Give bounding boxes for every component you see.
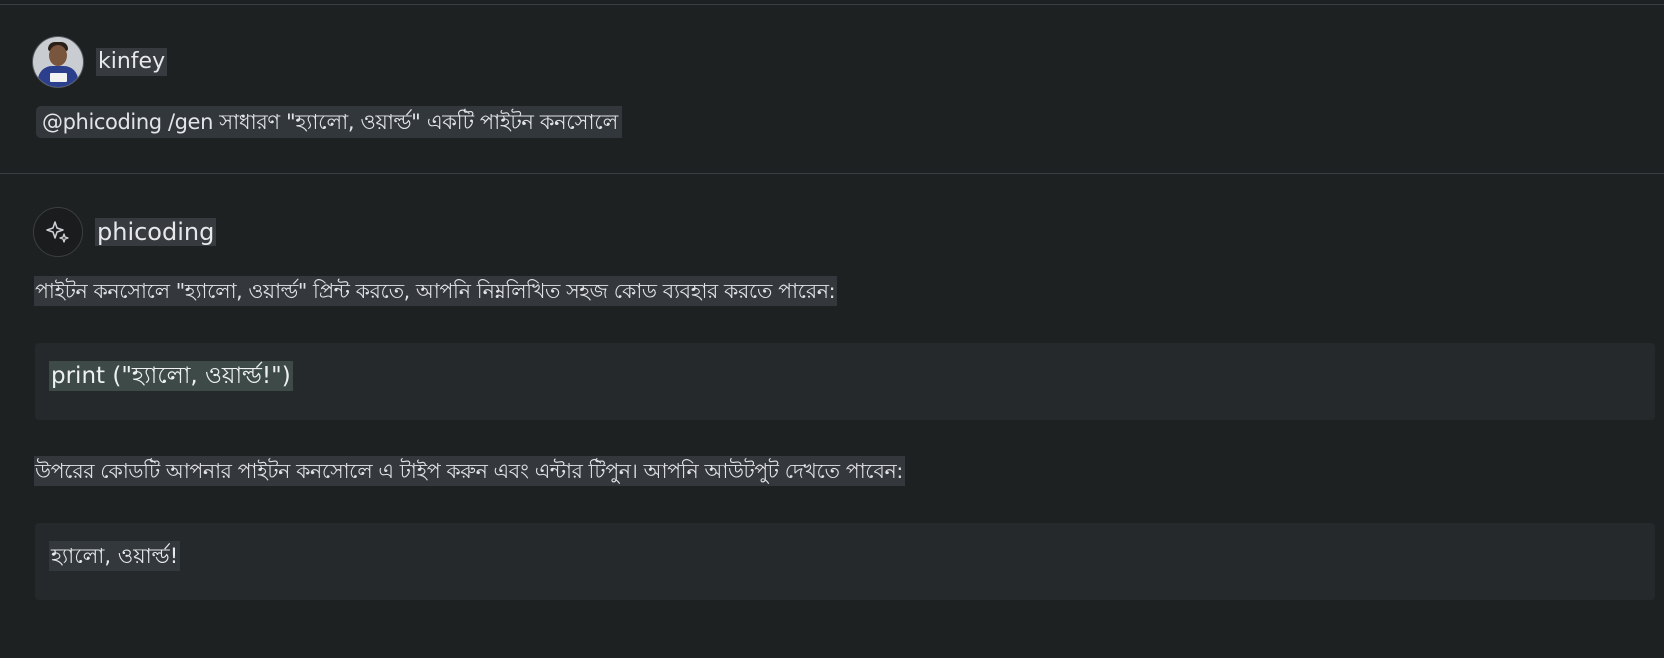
code-line: print ("হ্যালো, ওয়ার্ল্ড!") bbox=[51, 363, 291, 389]
top-divider bbox=[0, 4, 1664, 5]
user-avatar[interactable] bbox=[33, 37, 83, 87]
turn-divider bbox=[0, 173, 1664, 174]
assistant-name[interactable]: phicoding bbox=[97, 218, 215, 246]
output-line: হ্যালো, ওয়ার্ল্ড! bbox=[49, 541, 180, 571]
sparkle-icon bbox=[44, 218, 72, 246]
assistant-avatar[interactable] bbox=[33, 207, 83, 257]
assistant-explanation-text: উপরের কোডটি আপনার পাইটন কনসোলে এ টাইপ করুন এবং এন্টার টিপুন। আপনি আউটপুট দেখতে পাবেন: bbox=[34, 456, 905, 486]
avatar-face bbox=[49, 45, 67, 66]
user-name[interactable]: kinfey bbox=[98, 49, 166, 74]
avatar-badge bbox=[50, 73, 67, 82]
output-block[interactable] bbox=[35, 523, 1655, 600]
code-block[interactable] bbox=[35, 343, 1655, 420]
assistant-intro-text: পাইটন কনসোলে "হ্যালো, ওয়ার্ল্ড" প্রিন্ট করতে, আপনি নিম্নলিখিত সহজ কোড ব্যবহার করতে পারেন: bbox=[34, 276, 837, 306]
user-prompt-text: @phicoding /gen সাধারণ "হ্যালো, ওয়ার্ল্ড" একটি পাইটন কনসোলে bbox=[36, 106, 622, 138]
